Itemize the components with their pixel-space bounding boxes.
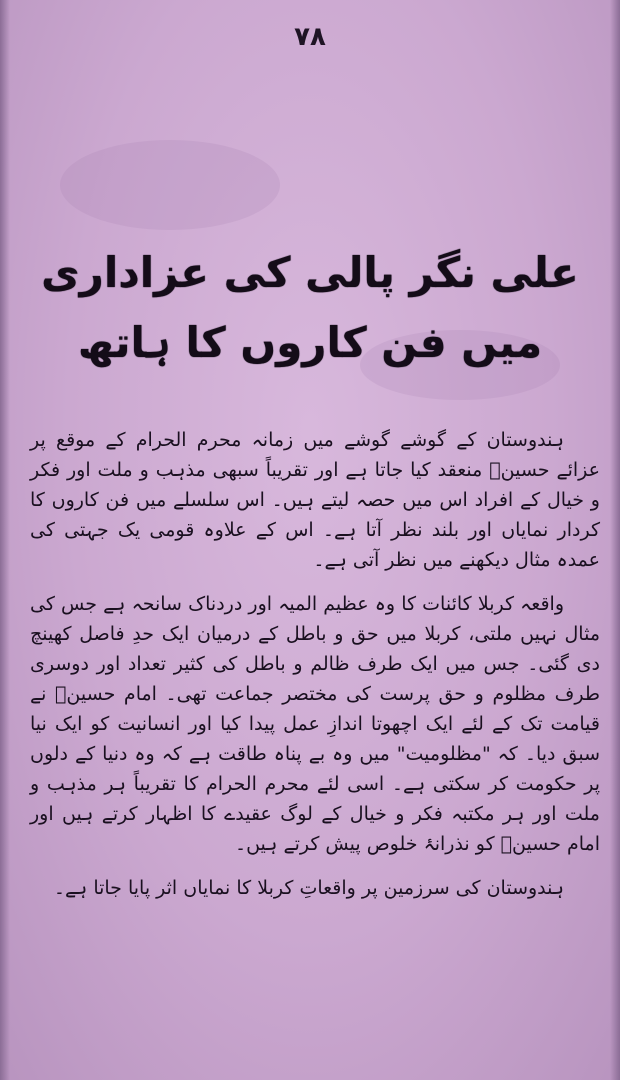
paper-stain	[60, 140, 280, 230]
paragraph-1: ہندوستان کے گوشے گوشے میں زمانہ محرم الحرام کے موقع پر عزائے حسینؑ منعقد کیا جاتا ہے اور تقریباً سبھی مذہب و ملت اور فکر و خیال کے افراد اس میں حصہ لیتے ہیں۔ اس سلسلے میں فن کاروں کا کردار نمایاں اور بلند نظر آتا ہے۔ اس کے علاوہ قومی یک جہتی کی عمدہ مثال دیکھنے میں نظر آتی ہے۔	[30, 429, 600, 571]
article-title: علی نگر پالی کی عزاداری میں فن کاروں کا ہاتھ	[41, 248, 579, 367]
page-edge-right	[610, 0, 620, 1080]
page-edge-left	[0, 0, 10, 1080]
paragraph-3: ہندوستان کی سرزمین پر واقعاتِ کربلا کا نمایاں اثر پایا جاتا ہے۔	[53, 877, 564, 899]
page-number: ۷۸	[294, 22, 326, 52]
article-body	[30, 425, 600, 917]
paragraph-2: واقعہ کربلا کائنات کا وہ عظیم المیہ اور دردناک سانحہ ہے جس کی مثال نہیں ملتی، کربلا میں حق و باطل کے درمیان ایک حدِ فاصل کھینچ دی گئی۔ جس میں ایک طرف ظالم و باطل کی کثیر تعداد اور دوسری طرف مظلوم و حق پرست کی مختصر جماعت تھی۔ امام حسینؑ نے قیامت تک کے لئے ایک اچھوتا اندازِ عمل پیدا کیا اور انسانیت کو ایک نیا سبق دیا۔ کہ "مظلومیت" میں وہ بے پناہ طاقت ہے کہ وہ دنیا کے دلوں پر حکومت کر سکتی ہے۔ اسی لئے محرم الحرام کا تقریباً ہر مذہب و ملت اور ہر مکتبہ فکر و خیال کے لوگ عقیدے کا اظہار کرتے ہیں اور امام حسینؑ کو نذرانۂ خلوص پیش کرتے ہیں۔	[30, 593, 600, 855]
